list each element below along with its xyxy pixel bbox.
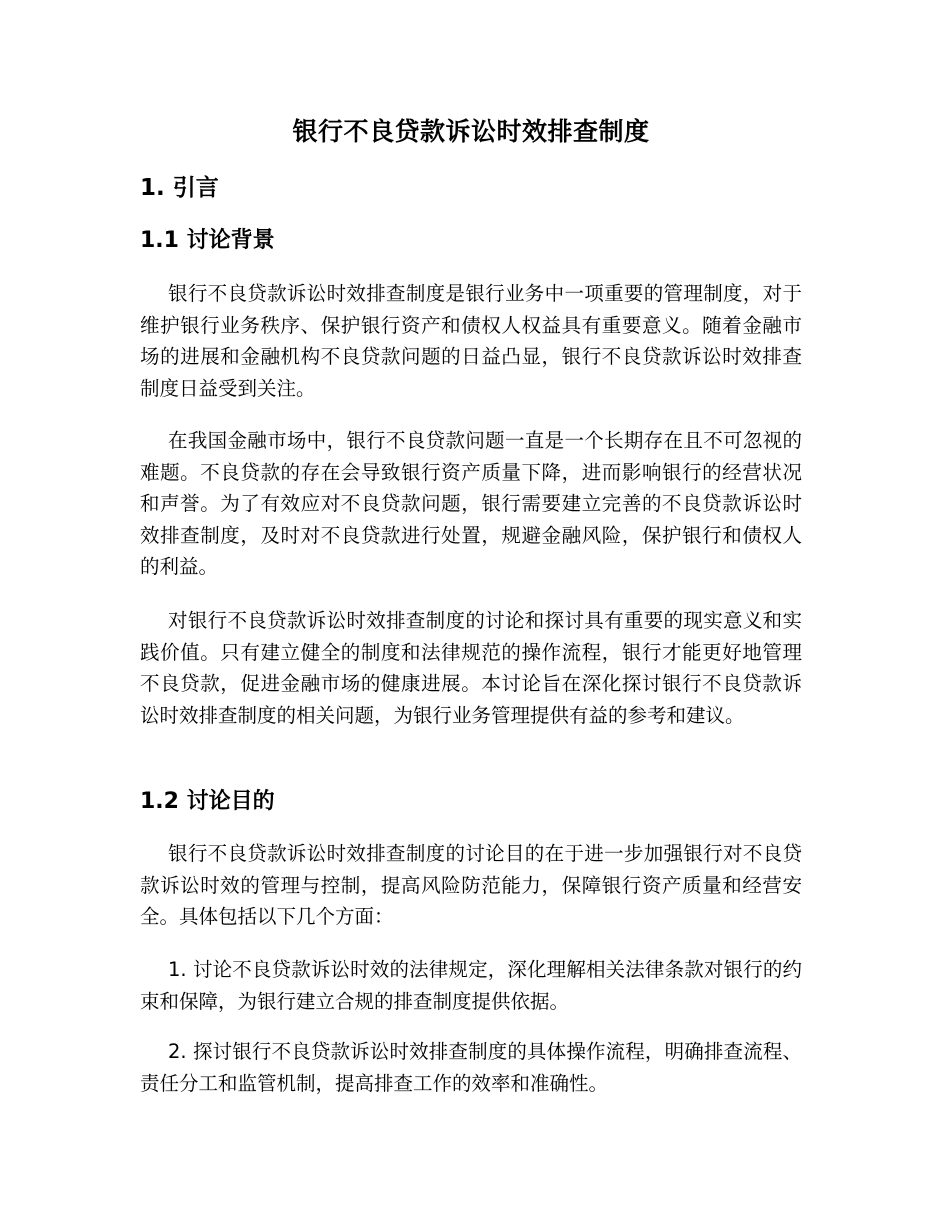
section-heading-background: 1.1 讨论背景	[140, 228, 275, 253]
document-title: 银行不良贷款诉讼时效排查制度	[292, 117, 650, 146]
section-heading-introduction: 1. 引言	[140, 175, 219, 201]
list-item-purpose-1: 1. 讨论不良贷款诉讼时效的法律规定，深化理解相关法律条款对银行的约束和保障，为银行建立合规的排查制度提供依据。	[140, 958, 802, 1013]
paragraph-background-2: 在我国金融市场中，银行不良贷款问题一直是一个长期存在且不可忽视的难题。不良贷款的存在会导致银行资产质量下降，进而影响银行的经营状况和声誉。为了有效应对不良贷款问题，银行需要建立完善的不良贷款诉讼时效排查制度，及时对不良贷款进行处置，规避金融风险，保护银行和债权人的利益。	[140, 429, 802, 578]
paragraph-background-3: 对银行不良贷款诉讼时效排查制度的讨论和探讨具有重要的现实意义和实践价值。只有建立健全的制度和法律规范的操作流程，银行才能更好地管理不良贷款，促进金融市场的健康进展。本讨论旨在深化探讨银行不良贷款诉讼时效排查制度的相关问题，为银行业务管理提供有益的参考和建议。	[140, 609, 802, 727]
paragraph-purpose-intro: 银行不良贷款诉讼时效排查制度的讨论目的在于进一步加强银行对不良贷款诉讼时效的管理与控制，提高风险防范能力，保障银行资产质量和经营安全。具体包括以下几个方面：	[140, 842, 802, 928]
section-heading-purpose: 1.2 讨论目的	[140, 789, 275, 814]
list-item-purpose-2: 2. 探讨银行不良贷款诉讼时效排查制度的具体操作流程，明确排查流程、责任分工和监管机制，提高排查工作的效率和准确性。	[140, 1040, 802, 1095]
paragraph-background-1: 银行不良贷款诉讼时效排查制度是银行业务中一项重要的管理制度，对于维护银行业务秩序、保护银行资产和债权人权益具有重要意义。随着金融市场的进展和金融机构不良贷款问题的日益凸显，银行不良贷款诉讼时效排查制度日益受到关注。	[140, 282, 802, 400]
